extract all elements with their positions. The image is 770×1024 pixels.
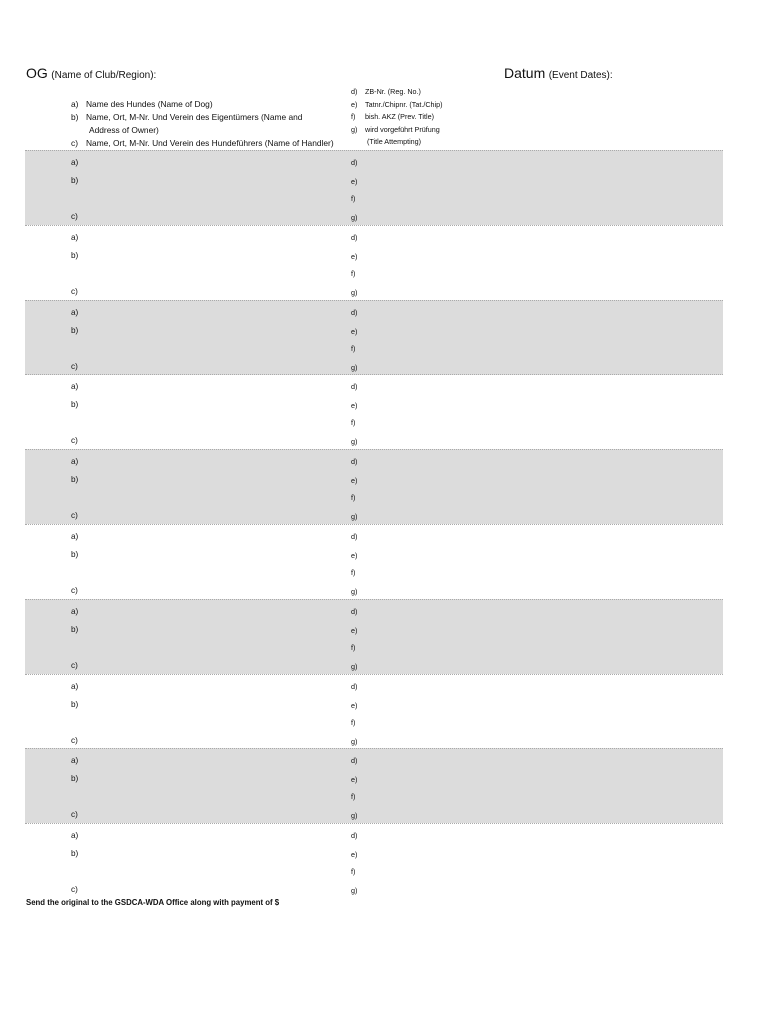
dog-entry-block [25,225,723,300]
entry-label-g: g) [351,661,358,671]
entry-label-f: f) [351,493,356,503]
legend-item-d: d) ZB-Nr. (Reg. No.) [351,87,421,96]
entry-label-b: b) [71,250,79,260]
entry-label-g: g) [351,437,358,447]
entry-label-f: f) [351,642,356,652]
entry-label-e: e) [351,775,358,785]
entry-label-b: b) [71,774,79,784]
legend-item-f: f) bish. AKZ (Prev. Title) [351,112,434,122]
entry-label-d: d) [351,756,358,766]
entry-label-e: e) [351,326,358,336]
entry-label-g: g) [351,811,358,821]
entry-label-c: c) [71,212,78,221]
entry-divider [25,524,723,525]
entry-divider [25,748,723,749]
entry-label-d: d) [351,681,358,691]
entry-label-c: c) [71,511,78,521]
entry-label-g: g) [351,736,358,746]
legend-item-a: a) Name des Hundes (Name of Dog) [71,99,213,109]
entry-label-e: e) [351,551,358,560]
dog-entry-block [25,823,723,898]
entry-label-f: f) [351,867,356,877]
entry-label-f: f) [351,568,356,577]
entry-label-g: g) [351,886,358,896]
entry-label-d: d) [351,831,358,841]
entry-label-a: a) [71,382,79,392]
dog-entry-block [25,300,723,375]
entry-label-e: e) [351,850,358,860]
entry-label-f: f) [351,418,356,428]
entry-label-a: a) [71,756,79,766]
entry-divider [25,225,723,226]
legend-item-b-continued: Address of Owner) [89,125,159,135]
entry-label-g: g) [351,287,358,297]
entry-label-d: d) [351,457,358,467]
dog-entry-block [25,374,723,449]
entry-divider [25,374,723,375]
entry-label-a: a) [71,307,79,317]
entry-label-e: e) [351,251,358,261]
entry-divider [25,300,723,301]
entry-divider [25,599,723,600]
entry-label-c: c) [71,885,78,895]
entry-label-a: a) [71,681,79,691]
dog-entry-block [25,449,723,524]
entry-label-c: c) [71,810,78,820]
entry-label-d: d) [351,158,358,167]
entry-label-c: c) [71,361,78,371]
entry-label-f: f) [351,717,356,727]
entry-label-b: b) [71,475,79,485]
entry-label-d: d) [351,382,358,392]
entry-label-b: b) [71,325,79,335]
entry-label-e: e) [351,177,358,186]
field-legend-right [351,86,443,149]
entry-label-g: g) [351,587,358,596]
entry-label-a: a) [71,158,79,167]
entry-label-d: d) [351,532,358,541]
entry-label-f: f) [351,194,356,203]
entry-label-g: g) [351,512,358,522]
dog-entry-block [25,748,723,823]
entry-label-c: c) [71,735,78,745]
entry-label-f: f) [351,268,356,278]
entry-label-e: e) [351,401,358,411]
entry-label-b: b) [71,550,79,559]
dog-entry-block [25,674,723,749]
entry-label-e: e) [351,625,358,635]
entry-label-a: a) [71,232,79,242]
legend-item-c: c) Name, Ort, M-Nr. Und Verein des Hundeführers (Name of Handler) [71,138,334,148]
entry-label-c: c) [71,586,78,595]
legend-item-g-continued: (Title Attempting) [367,137,422,147]
entry-label-b: b) [71,699,79,709]
datum-sub-label: (Event Dates): [548,70,613,81]
entry-divider [25,674,723,675]
entry-divider [25,823,723,824]
dog-entry-block [25,524,723,599]
entry-label-c: c) [71,660,78,670]
entry-label-b: b) [71,849,79,859]
entry-label-b: b) [71,176,79,185]
dog-entry-block [25,599,723,674]
entry-label-a: a) [71,831,79,841]
dog-entry-block [25,150,723,225]
legend-item-e: e) Tatnr./Chipnr. (Tat./Chip) [351,99,443,109]
entry-label-g: g) [351,362,358,372]
entry-label-f: f) [351,343,356,353]
datum-label: Datum [504,65,546,81]
og-label: OG [26,65,48,81]
entry-label-d: d) [351,232,358,242]
entry-label-b: b) [71,624,79,634]
entry-label-c: c) [71,436,78,446]
entry-label-e: e) [351,700,358,710]
footer-instruction: Send the original to the GSDCA-WDA Office along with payment of $ [26,898,280,907]
entry-label-g: g) [351,213,358,222]
entry-divider [25,449,723,450]
event-dates-label [504,65,613,81]
entry-label-c: c) [71,286,78,296]
club-region-label [26,65,156,81]
entry-label-e: e) [351,476,358,486]
og-sub-label: (Name of Club/Region): [51,70,157,81]
entry-label-a: a) [71,606,79,616]
entry-label-a: a) [71,532,79,541]
legend-item-b: b) Name, Ort, M-Nr. Und Verein des Eigentümers (Name and [71,112,303,122]
legend-item-g: g) wird vorgeführt Prüfung [351,124,440,134]
entry-label-d: d) [351,307,358,317]
entry-label-d: d) [351,606,358,616]
entry-divider [25,150,723,151]
entry-label-a: a) [71,457,79,467]
entry-label-b: b) [71,400,79,410]
entry-label-f: f) [351,792,356,802]
field-legend-left [71,98,334,150]
